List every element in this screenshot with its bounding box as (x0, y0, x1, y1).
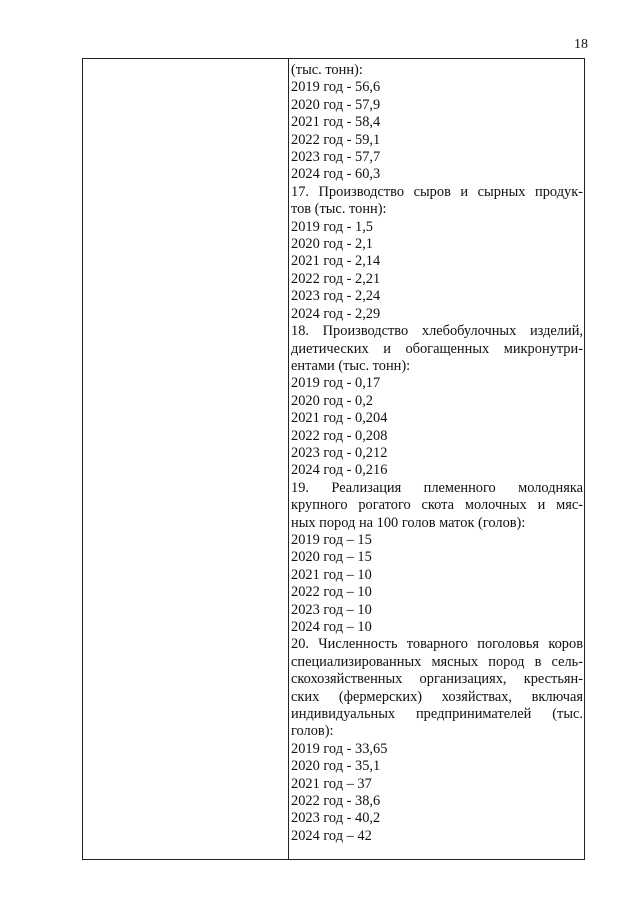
year-line: 2020 год - 57,9 (291, 96, 381, 113)
item-title-line: 18. Производство хлебобулочных изделий, (291, 323, 583, 340)
document-table (82, 58, 585, 860)
year-line: 2023 год - 57,7 (291, 149, 381, 166)
year-line: 2022 год - 0,208 (291, 427, 388, 444)
year-line: 2021 год - 58,4 (291, 114, 381, 131)
item-17 (291, 184, 583, 323)
item-19 (291, 480, 583, 637)
year-line: 2021 год - 2,14 (291, 253, 381, 270)
year-line: 2023 год - 40,2 (291, 810, 381, 827)
item-title-line: 20. Численность товарного поголовья коров (291, 636, 583, 653)
item-title-line: диетических и обогащенных микронутри- (291, 340, 583, 357)
year-line: 2022 год - 38,6 (291, 793, 381, 810)
item-title-line: ных пород на 100 голов маток (голов): (291, 514, 526, 531)
item-title-line: ских (фермерских) хозяйствах, включая (291, 688, 583, 705)
year-line: 2019 год - 33,65 (291, 740, 388, 757)
year-line: 2020 год - 2,1 (291, 236, 374, 253)
item-title-line: индивидуальных предпринимателей (тыс. (291, 706, 583, 723)
item-title-line: специализированных мясных пород в сель- (291, 653, 583, 670)
item-title-line: крупного рогатого скота молочных и мяс- (291, 497, 583, 514)
table-right-cell (291, 62, 583, 845)
year-line: 2021 год - 0,204 (291, 410, 388, 427)
year-line: 2020 год - 35,1 (291, 758, 381, 775)
year-line: 2023 год - 0,212 (291, 444, 388, 461)
year-line: 2024 год - 2,29 (291, 305, 381, 322)
year-line: 2019 год - 1,5 (291, 218, 374, 235)
year-line: 2022 год - 59,1 (291, 131, 381, 148)
item-title-line: голов): (291, 723, 334, 740)
item-title-line: скохозяйственных организациях, крестьян- (291, 671, 583, 688)
item-20 (291, 636, 583, 845)
item-18 (291, 323, 583, 480)
year-line: 2019 год – 15 (291, 531, 372, 548)
item-title-line: ентами (тыс. тонн): (291, 357, 411, 374)
year-line: 2019 год - 0,17 (291, 375, 381, 392)
year-line: 2020 год - 0,2 (291, 392, 374, 409)
year-line: 2024 год – 42 (291, 827, 372, 844)
unit-line: (тыс. тонн): (291, 62, 363, 78)
year-line: 2024 год – 10 (291, 619, 372, 635)
year-line: 2023 год – 10 (291, 601, 372, 618)
item-title-line: тов (тыс. тонн): (291, 201, 387, 218)
year-line: 2019 год - 56,6 (291, 79, 381, 96)
item-title-line: 19. Реализация племенного молодняка (291, 479, 583, 496)
year-line: 2024 год - 60,3 (291, 166, 381, 183)
year-line: 2022 год - 2,21 (291, 270, 381, 287)
year-line: 2023 год - 2,24 (291, 288, 381, 305)
column-divider (288, 59, 289, 859)
year-line: 2021 год – 37 (291, 775, 372, 792)
intro-block (291, 62, 583, 184)
year-line: 2022 год – 10 (291, 584, 372, 601)
year-line: 2020 год – 15 (291, 549, 372, 566)
item-title-line: 17. Производство сыров и сырных продук- (291, 183, 583, 200)
year-line: 2021 год – 10 (291, 566, 372, 583)
year-line: 2024 год - 0,216 (291, 462, 388, 479)
page-number: 18 (574, 37, 588, 52)
